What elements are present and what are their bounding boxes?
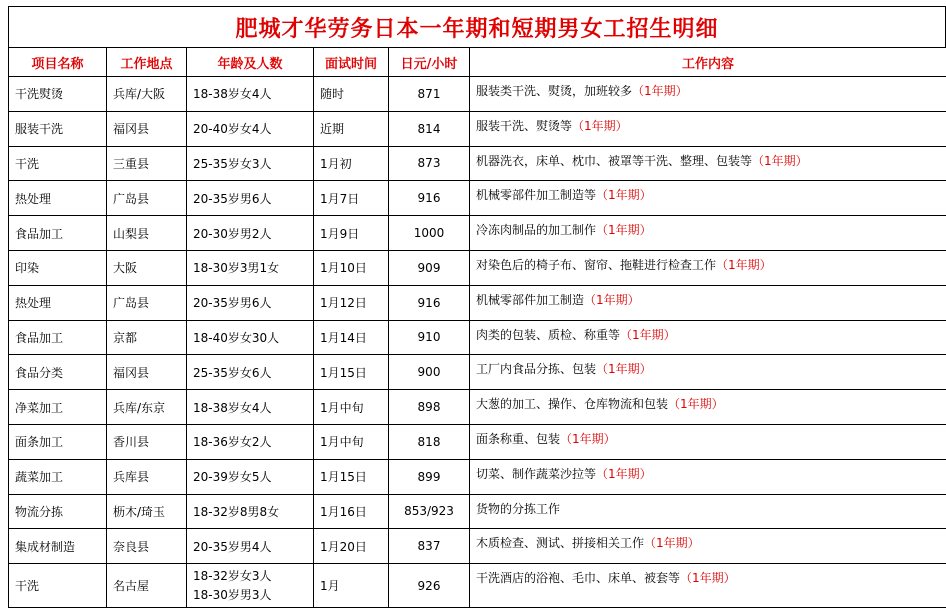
- cell-age: 18-30岁3男1女: [187, 250, 314, 285]
- cell-name: 干洗: [9, 146, 107, 181]
- cell-work: [470, 146, 946, 181]
- cell-interview: 1月20日: [314, 529, 389, 564]
- recruitment-table: [8, 47, 946, 608]
- cell-wage: 898: [389, 390, 470, 425]
- work-text: 肉类的包装、质检、称重等: [476, 328, 620, 342]
- cell-age: 20-35岁男4人: [187, 529, 314, 564]
- cell-place: 广岛县: [107, 285, 187, 320]
- header-age-and-count: 年龄及人数: [187, 48, 314, 77]
- table-row: [9, 77, 946, 112]
- cell-wage: 873: [389, 146, 470, 181]
- table-row: [9, 459, 946, 494]
- cell-work: [470, 250, 946, 285]
- cell-interview: 近期: [314, 111, 389, 146]
- work-text: 切菜、制作蔬菜沙拉等: [476, 467, 596, 481]
- work-text: 对染色后的椅子布、窗帘、拖鞋进行检查工作: [476, 258, 716, 272]
- cell-interview: 1月9日: [314, 216, 389, 251]
- cell-wage: 916: [389, 181, 470, 216]
- cell-name: 食品加工: [9, 216, 107, 251]
- cell-work: [470, 390, 946, 425]
- age-line-2: 18-30岁男3人: [193, 586, 307, 605]
- period-text: （1年期）: [620, 328, 676, 342]
- sheet-title: 肥城才华劳务日本一年期和短期男女工招生明细: [235, 12, 718, 43]
- period-text: （1年期）: [680, 571, 736, 585]
- cell-interview: 1月初: [314, 146, 389, 181]
- table-row: [9, 390, 946, 425]
- period-text: （1年期）: [560, 432, 616, 446]
- cell-work: [470, 355, 946, 390]
- work-text: 服装类干洗、熨烫，加班较多: [476, 84, 632, 98]
- cell-name: 印染: [9, 250, 107, 285]
- cell-name: 干洗: [9, 564, 107, 608]
- header-project-name: 项目名称: [9, 48, 107, 77]
- work-text: 木质检查、测试、拼接相关工作: [476, 536, 644, 550]
- cell-place: 奈良县: [107, 529, 187, 564]
- header-work-location: 工作地点: [107, 48, 187, 77]
- cell-work: [470, 285, 946, 320]
- work-text: 货物的分拣工作: [476, 502, 560, 516]
- cell-place: 广岛县: [107, 181, 187, 216]
- cell-wage: 871: [389, 77, 470, 112]
- table-row: [9, 250, 946, 285]
- cell-place: 香川县: [107, 424, 187, 459]
- cell-interview: 1月7日: [314, 181, 389, 216]
- work-text: 冷冻肉制品的加工制作: [476, 223, 596, 237]
- cell-name: 物流分拣: [9, 494, 107, 529]
- cell-work: [470, 111, 946, 146]
- table-row: [9, 111, 946, 146]
- table-row: [9, 216, 946, 251]
- cell-wage: 909: [389, 250, 470, 285]
- cell-age: 18-38岁女4人: [187, 77, 314, 112]
- header-work-content: 工作内容: [470, 48, 946, 77]
- cell-place: 兵库县: [107, 459, 187, 494]
- cell-name: 食品分类: [9, 355, 107, 390]
- cell-wage: 900: [389, 355, 470, 390]
- cell-wage: 818: [389, 424, 470, 459]
- period-text: （1年期）: [716, 258, 772, 272]
- cell-work: [470, 216, 946, 251]
- cell-interview: 随时: [314, 77, 389, 112]
- period-text: （1年期）: [752, 154, 808, 168]
- cell-name: 服装干洗: [9, 111, 107, 146]
- table-row: [9, 285, 946, 320]
- work-text: 干洗酒店的浴袍、毛巾、床单、被套等: [476, 571, 680, 585]
- cell-wage: 926: [389, 564, 470, 608]
- title-row: [8, 6, 946, 47]
- work-text: 机械零部件加工制造等: [476, 188, 596, 202]
- cell-wage: 1000: [389, 216, 470, 251]
- cell-name: 热处理: [9, 285, 107, 320]
- cell-interview: 1月10日: [314, 250, 389, 285]
- cell-work: [470, 494, 946, 529]
- cell-place: 福冈县: [107, 111, 187, 146]
- cell-age: 25-35岁女6人: [187, 355, 314, 390]
- table-row: [9, 181, 946, 216]
- header-wage: 日元/小时: [389, 48, 470, 77]
- period-text: （1年期）: [632, 84, 688, 98]
- cell-interview: 1月中旬: [314, 424, 389, 459]
- cell-interview: 1月12日: [314, 285, 389, 320]
- cell-place: 兵库/东京: [107, 390, 187, 425]
- table-row: [9, 320, 946, 355]
- cell-name: 干洗熨烫: [9, 77, 107, 112]
- cell-age: 20-35岁男6人: [187, 285, 314, 320]
- age-line-1: 18-32岁女3人: [193, 567, 307, 586]
- work-text: 面条称重、包装: [476, 432, 560, 446]
- cell-age: 20-40岁女4人: [187, 111, 314, 146]
- period-text: （1年期）: [596, 188, 652, 202]
- cell-work: [470, 181, 946, 216]
- cell-wage: 814: [389, 111, 470, 146]
- cell-place: 名古屋: [107, 564, 187, 608]
- cell-age: 25-35岁女3人: [187, 146, 314, 181]
- cell-age: 18-38岁女4人: [187, 390, 314, 425]
- period-text: （1年期）: [572, 119, 628, 133]
- period-text: （1年期）: [596, 467, 652, 481]
- cell-wage: 853/923: [389, 494, 470, 529]
- work-text: 机器洗衣，床单、枕巾、被罩等干洗、整理、包装等: [476, 154, 752, 168]
- cell-name: 集成材制造: [9, 529, 107, 564]
- cell-age: 18-40岁女30人: [187, 320, 314, 355]
- cell-wage: 910: [389, 320, 470, 355]
- cell-place: 山梨县: [107, 216, 187, 251]
- work-text: 大葱的加工、操作、仓库物流和包装: [476, 397, 668, 411]
- cell-place: 枥木/琦玉: [107, 494, 187, 529]
- cell-name: 食品加工: [9, 320, 107, 355]
- work-text: 服装干洗、熨烫等: [476, 119, 572, 133]
- period-text: （1年期）: [644, 536, 700, 550]
- cell-interview: 1月16日: [314, 494, 389, 529]
- header-row: [9, 48, 946, 77]
- cell-name: 面条加工: [9, 424, 107, 459]
- cell-interview: 1月15日: [314, 459, 389, 494]
- cell-wage: 837: [389, 529, 470, 564]
- cell-name: 蔬菜加工: [9, 459, 107, 494]
- cell-work: [470, 564, 946, 608]
- cell-work: [470, 77, 946, 112]
- spreadsheet: [8, 6, 946, 608]
- table-row: [9, 146, 946, 181]
- period-text: （1年期）: [596, 362, 652, 376]
- period-text: （1年期）: [584, 293, 640, 307]
- cell-place: 京都: [107, 320, 187, 355]
- header-interview-time: 面试时间: [314, 48, 389, 77]
- table-row: [9, 355, 946, 390]
- cell-age: 18-32岁8男8女: [187, 494, 314, 529]
- cell-interview: 1月中旬: [314, 390, 389, 425]
- cell-name: 净菜加工: [9, 390, 107, 425]
- cell-place: 福冈县: [107, 355, 187, 390]
- cell-age: 20-30岁男2人: [187, 216, 314, 251]
- cell-work: [470, 459, 946, 494]
- table-row: [9, 529, 946, 564]
- table-row: [9, 494, 946, 529]
- cell-age: 20-39岁女5人: [187, 459, 314, 494]
- work-text: 机械零部件加工制造: [476, 293, 584, 307]
- cell-interview: 1月15日: [314, 355, 389, 390]
- cell-name: 热处理: [9, 181, 107, 216]
- cell-age: [187, 564, 314, 608]
- cell-wage: 899: [389, 459, 470, 494]
- cell-age: 20-35岁男6人: [187, 181, 314, 216]
- table-row: [9, 424, 946, 459]
- table-row-last: [9, 564, 946, 608]
- cell-place: 兵库/大阪: [107, 77, 187, 112]
- cell-place: 大阪: [107, 250, 187, 285]
- period-text: （1年期）: [596, 223, 652, 237]
- period-text: （1年期）: [668, 397, 724, 411]
- cell-wage: 916: [389, 285, 470, 320]
- work-text: 工厂内食品分拣、包装: [476, 362, 596, 376]
- cell-work: [470, 424, 946, 459]
- cell-place: 三重县: [107, 146, 187, 181]
- cell-age: 18-36岁女2人: [187, 424, 314, 459]
- cell-interview: 1月: [314, 564, 389, 608]
- cell-interview: 1月14日: [314, 320, 389, 355]
- cell-work: [470, 320, 946, 355]
- cell-work: [470, 529, 946, 564]
